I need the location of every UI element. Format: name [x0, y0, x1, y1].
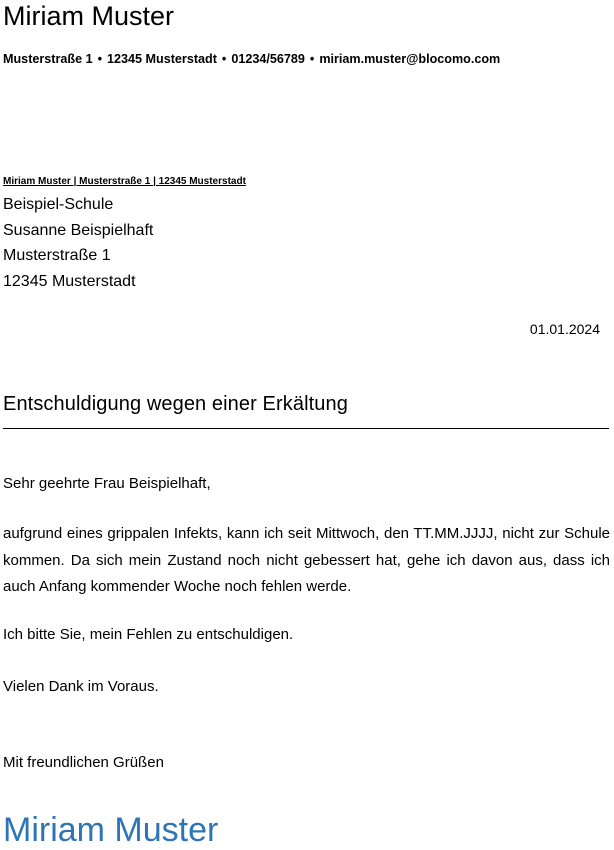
signature: Miriam Muster — [3, 811, 219, 849]
letter-subject: Entschuldigung wegen einer Erkältung — [3, 393, 348, 415]
recipient-city: 12345 Musterstadt — [3, 272, 136, 290]
contact-separator: • — [309, 52, 315, 66]
sender-street: Musterstraße 1 — [3, 52, 93, 66]
sender-contact-line — [3, 51, 500, 67]
subject-divider — [3, 428, 609, 429]
recipient-address — [3, 192, 153, 294]
contact-separator: • — [221, 52, 227, 66]
letter-greeting: Sehr geehrte Frau Beispielhaft, — [3, 475, 211, 492]
recipient-street: Musterstraße 1 — [3, 247, 111, 264]
letter-closing: Mit freundlichen Grüßen — [3, 754, 164, 771]
contact-separator: • — [97, 52, 103, 66]
return-address-line: Miriam Muster | Musterstraße 1 | 12345 Musterstadt — [3, 176, 246, 187]
sender-city: 12345 Musterstadt — [107, 52, 217, 66]
sender-email: miriam.muster@blocomo.com — [319, 52, 501, 66]
letter-paragraph-3: Vielen Dank im Voraus. — [3, 678, 159, 695]
sender-name: Miriam Muster — [3, 1, 175, 31]
letter-paragraph-1: aufgrund eines grippalen Infekts, kann ich seit Mittwoch, den TT.MM.JJJJ, nicht zur Schule kommen. Da sich mein Zustand noch nicht gebessert hat, gehe ich davon aus, dass ich auch Anfang kommender Woche noch fehlen werde. — [3, 525, 610, 595]
letter-paragraph-2: Ich bitte Sie, mein Fehlen zu entschuldigen. — [3, 626, 294, 643]
letter-date: 01.01.2024 — [529, 321, 600, 337]
recipient-school: Beispiel-Schule — [3, 196, 114, 213]
sender-phone: 01234/56789 — [231, 52, 305, 66]
recipient-person: Susanne Beispielhaft — [3, 221, 154, 239]
